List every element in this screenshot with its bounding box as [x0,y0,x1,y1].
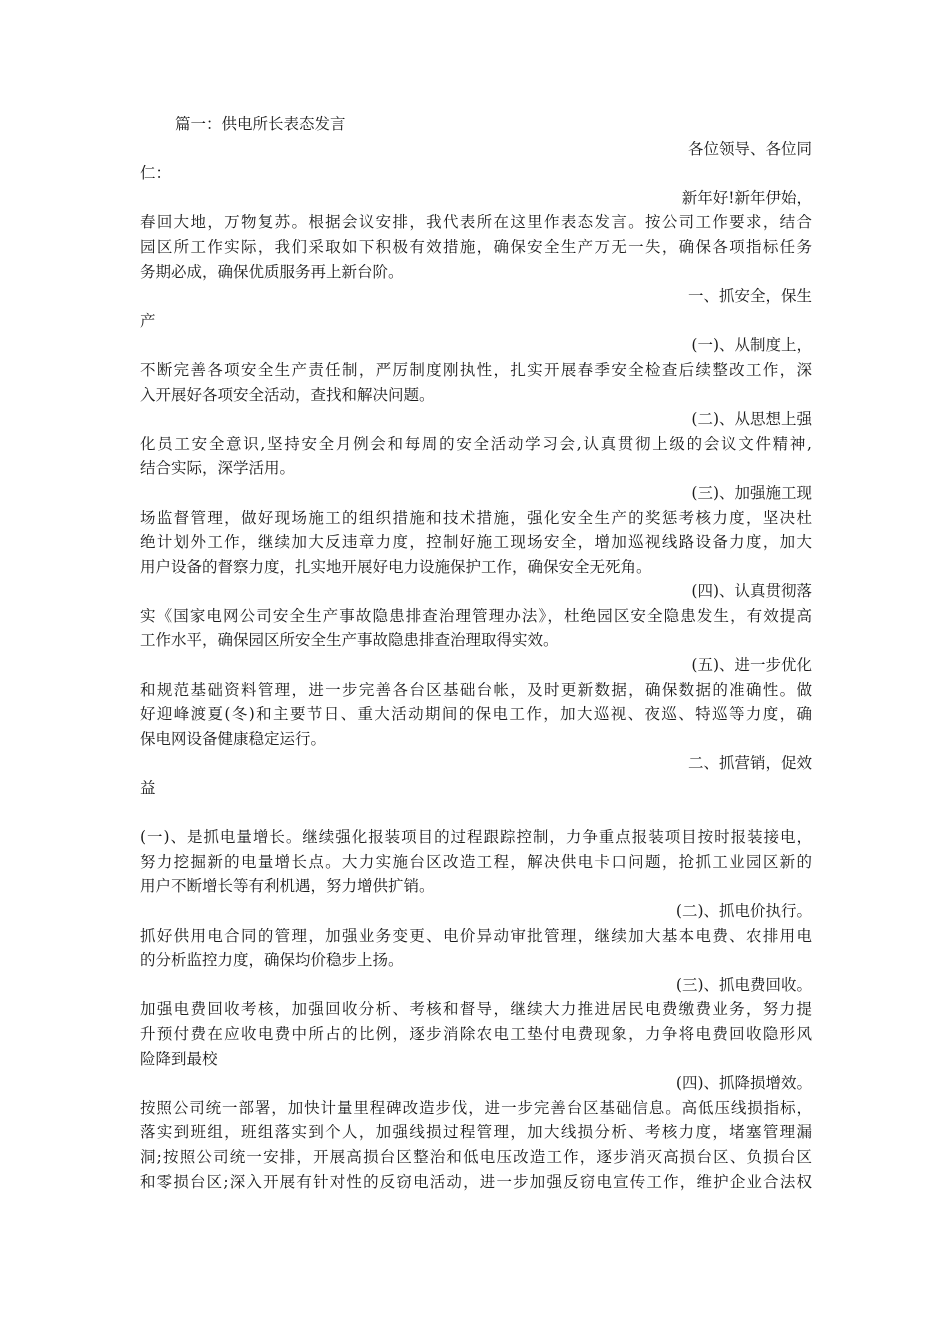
text-line: 好迎峰渡夏(冬)和主要节日、重大活动期间的保电工作，加大巡视、夜巡、特巡等力度，确 [140,705,812,724]
text-line: (四)、抓降损增效。 [675,1074,812,1093]
text-line: 产 [140,311,156,330]
text-line: 保电网设备健康稳定运行。 [140,729,327,748]
text-line: (二)、从思想上强 [691,410,812,429]
text-line: (一)、从制度上， [691,336,812,355]
text-line: 各位领导、各位同 [687,139,812,158]
text-line: 化员工安全意识,坚持安全月例会和每周的安全活动学习会,认真贯彻上级的会议文件精神, [140,434,812,453]
text-line: 务期必成，确保优质服务再上新台阶。 [140,262,404,281]
text-line: 工作水平，确保园区所安全生产事故隐患排查治理取得实效。 [140,631,559,650]
text-line: 园区所工作实际，我们采取如下积极有效措施，确保安全生产万无一失，确保各项指标任务 [140,237,812,256]
text-line: 二、抓营销，促效 [687,754,812,773]
text-line: (一)、是抓电量增长。继续强化报装项目的过程跟踪控制，力争重点报装项目按时报装接电， [140,828,812,847]
text-line: 仁： [140,164,172,183]
text-line: (五)、进一步优化 [691,656,812,675]
text-line: 绝计划外工作，继续加大反违章力度，控制好施工现场安全，增加巡视线路设备力度，加大 [140,533,812,552]
text-line: 入开展好各项安全活动，查找和解决问题。 [140,385,435,404]
paragraph-lines [140,137,812,1195]
text-line: 和零损台区;深入开展有针对性的反窃电活动，进一步加强反窃电宣传工作，维护企业合法权 [140,1172,812,1191]
text-line: 落实到班组，班组落实到个人，加强线损过程管理，加大线损分析、考核力度，堵塞管理漏 [140,1123,812,1142]
text-line: 洞;按照公司统一安排，开展高损台区整治和低电压改造工作，逐步消灭高损台区、负损台区 [140,1147,812,1166]
text-line: 按照公司统一部署，加快计量里程碑改造步伐，进一步完善台区基础信息。高低压线损指标， [140,1098,812,1117]
text-line: 实《国家电网公司安全生产事故隐患排查治理管理办法》，杜绝园区安全隐患发生，有效提高 [140,606,812,625]
text-line: 不断完善各项安全生产责任制，严厉制度刚执性，扎实开展春季安全检查后续整改工作，深 [140,360,812,379]
text-line: 一、抓安全，保生 [687,287,812,306]
text-line: 新年好!新年伊始， [681,188,812,207]
text-line: 益 [140,779,156,798]
text-line: (二)、抓电价执行。 [675,902,812,920]
blank-line [140,801,812,826]
text-line: 抓好供用电合同的管理，加强业务变更、电价异动审批管理，继续加大基本电费、农排用电 [140,926,812,945]
text-line: (三)、抓电费回收。 [675,975,812,994]
text-line: (四)、认真贯彻落 [691,582,812,601]
text-line: 加强电费回收考核，加强回收分析、考核和督导，继续大力推进居民电费缴费业务，努力提 [140,1000,812,1019]
text-line: 努力挖掘新的电量增长点。大力实施台区改造工程，解决供电卡口问题，抢抓工业园区新的 [140,852,812,871]
text-line: 用户设备的督察力度，扎实地开展好电力设施保护工作，确保安全无死角。 [140,557,652,576]
text-line: (三)、加强施工现 [691,483,812,502]
text-line: 和规范基础资料管理，进一步完善各台区基础台帐，及时更新数据，确保数据的准确性。做 [140,680,812,699]
text-line: 升预付费在应收电费中所占的比例，逐步消除农电工垫付电费现象，力争将电费回收隐形风 [140,1024,812,1043]
text-line: 用户不断增长等有利机遇，努力增供扩销。 [140,877,435,896]
document-title: 篇一：供电所长表态发言 [175,115,346,133]
document-body [140,112,812,1194]
text-line: 场监督管理，做好现场施工的组织措施和技术措施，强化安全生产的奖惩考核力度，坚决杜 [140,508,812,527]
text-line: 的分析监控力度，确保均价稳步上扬。 [140,951,404,970]
text-line: 春回大地，万物复苏。根据会议安排，我代表所在这里作表态发言。按公司工作要求，结合 [140,213,812,232]
text-line: 险降到最校 [140,1049,218,1068]
text-line: 结合实际，深学活用。 [140,459,296,478]
